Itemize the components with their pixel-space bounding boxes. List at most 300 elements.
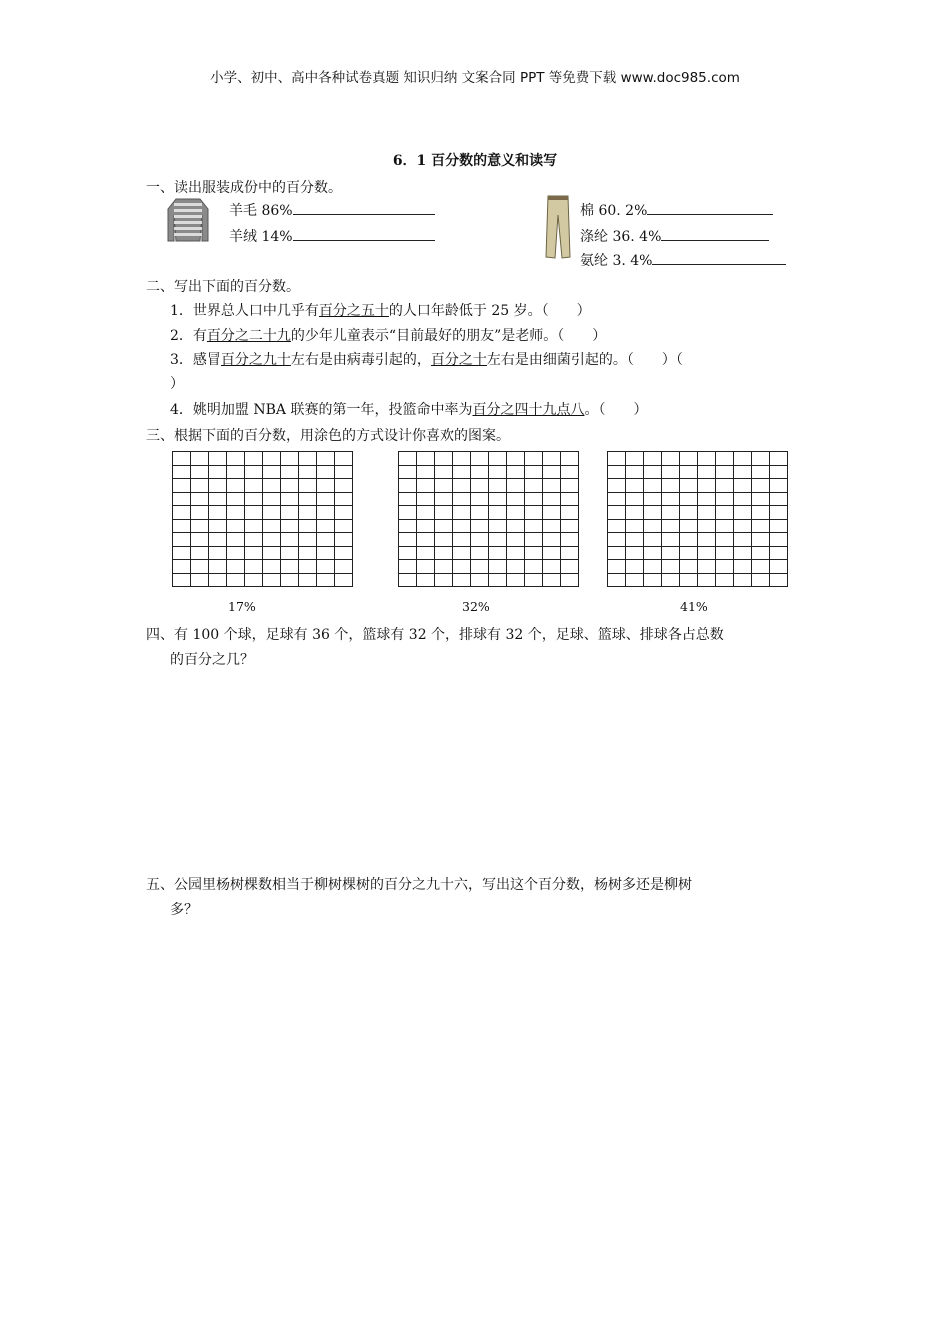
grid-cell[interactable] xyxy=(245,506,263,520)
grid-cell[interactable] xyxy=(752,493,770,507)
grid-cell[interactable] xyxy=(561,547,579,561)
grid-cell[interactable] xyxy=(209,466,227,480)
grid-cell[interactable] xyxy=(752,479,770,493)
grid-cell[interactable] xyxy=(770,574,788,588)
grid-cell[interactable] xyxy=(317,479,335,493)
grid-cell[interactable] xyxy=(662,574,680,588)
grid-cell[interactable] xyxy=(209,547,227,561)
grid-cell[interactable] xyxy=(770,493,788,507)
grid-cell[interactable] xyxy=(209,574,227,588)
grid-cell[interactable] xyxy=(698,574,716,588)
grid-cell[interactable] xyxy=(644,547,662,561)
grid-cell[interactable] xyxy=(608,560,626,574)
grid-cell[interactable] xyxy=(299,520,317,534)
grid-cell[interactable] xyxy=(435,520,453,534)
grid-cell[interactable] xyxy=(543,493,561,507)
grid-cell[interactable] xyxy=(507,533,525,547)
grid-cell[interactable] xyxy=(399,493,417,507)
grid-cell[interactable] xyxy=(626,547,644,561)
grid-cell[interactable] xyxy=(608,493,626,507)
grid-cell[interactable] xyxy=(770,466,788,480)
grid-cell[interactable] xyxy=(281,452,299,466)
grid-cell[interactable] xyxy=(245,466,263,480)
grid-cell[interactable] xyxy=(173,560,191,574)
grid-cell[interactable] xyxy=(525,574,543,588)
grid-cell[interactable] xyxy=(716,574,734,588)
grid-cell[interactable] xyxy=(680,506,698,520)
grid-cell[interactable] xyxy=(299,452,317,466)
grid-cell[interactable] xyxy=(698,452,716,466)
grid-cell[interactable] xyxy=(507,506,525,520)
grid-cell[interactable] xyxy=(471,520,489,534)
grid-cell[interactable] xyxy=(680,479,698,493)
grid-cell[interactable] xyxy=(507,452,525,466)
answer-line[interactable] xyxy=(652,252,786,265)
grid-cell[interactable] xyxy=(680,520,698,534)
grid-cell[interactable] xyxy=(173,452,191,466)
grid-cell[interactable] xyxy=(626,574,644,588)
grid-cell[interactable] xyxy=(435,479,453,493)
grid-cell[interactable] xyxy=(263,533,281,547)
answer-line[interactable] xyxy=(293,202,435,215)
grid-cell[interactable] xyxy=(399,452,417,466)
grid-cell[interactable] xyxy=(489,533,507,547)
grid-cell[interactable] xyxy=(662,479,680,493)
grid-cell[interactable] xyxy=(626,466,644,480)
grid-cell[interactable] xyxy=(698,466,716,480)
grid-cell[interactable] xyxy=(561,574,579,588)
grid-cell[interactable] xyxy=(227,466,245,480)
grid-cell[interactable] xyxy=(734,560,752,574)
grid-cell[interactable] xyxy=(752,574,770,588)
grid-cell[interactable] xyxy=(680,560,698,574)
grid-cell[interactable] xyxy=(263,506,281,520)
grid-cell[interactable] xyxy=(335,466,353,480)
grid-cell[interactable] xyxy=(173,520,191,534)
grid-cell[interactable] xyxy=(608,520,626,534)
grid-cell[interactable] xyxy=(335,547,353,561)
grid-cell[interactable] xyxy=(191,560,209,574)
grid-cell[interactable] xyxy=(752,533,770,547)
grid-cell[interactable] xyxy=(525,479,543,493)
grid-cell[interactable] xyxy=(435,452,453,466)
grid-cell[interactable] xyxy=(543,574,561,588)
grid-cell[interactable] xyxy=(662,466,680,480)
grid-cell[interactable] xyxy=(525,452,543,466)
grid-cell[interactable] xyxy=(489,574,507,588)
grid-cell[interactable] xyxy=(525,547,543,561)
grid-cell[interactable] xyxy=(245,479,263,493)
grid-cell[interactable] xyxy=(644,466,662,480)
coloring-grid-3[interactable] xyxy=(607,451,788,587)
grid-cell[interactable] xyxy=(335,493,353,507)
grid-cell[interactable] xyxy=(317,493,335,507)
grid-cell[interactable] xyxy=(399,479,417,493)
grid-cell[interactable] xyxy=(680,533,698,547)
grid-cell[interactable] xyxy=(299,560,317,574)
grid-cell[interactable] xyxy=(263,560,281,574)
grid-cell[interactable] xyxy=(716,533,734,547)
grid-cell[interactable] xyxy=(299,466,317,480)
grid-cell[interactable] xyxy=(626,506,644,520)
grid-cell[interactable] xyxy=(227,493,245,507)
grid-cell[interactable] xyxy=(399,520,417,534)
grid-cell[interactable] xyxy=(209,493,227,507)
grid-cell[interactable] xyxy=(543,506,561,520)
grid-cell[interactable] xyxy=(644,533,662,547)
grid-cell[interactable] xyxy=(227,479,245,493)
grid-cell[interactable] xyxy=(227,560,245,574)
grid-cell[interactable] xyxy=(543,533,561,547)
grid-cell[interactable] xyxy=(263,452,281,466)
grid-cell[interactable] xyxy=(435,560,453,574)
grid-cell[interactable] xyxy=(173,493,191,507)
grid-cell[interactable] xyxy=(191,479,209,493)
grid-cell[interactable] xyxy=(245,452,263,466)
grid-cell[interactable] xyxy=(453,520,471,534)
grid-cell[interactable] xyxy=(662,547,680,561)
grid-cell[interactable] xyxy=(489,452,507,466)
grid-cell[interactable] xyxy=(453,574,471,588)
grid-cell[interactable] xyxy=(608,466,626,480)
grid-cell[interactable] xyxy=(525,560,543,574)
grid-cell[interactable] xyxy=(317,506,335,520)
grid-cell[interactable] xyxy=(245,547,263,561)
grid-cell[interactable] xyxy=(716,520,734,534)
grid-cell[interactable] xyxy=(770,506,788,520)
grid-cell[interactable] xyxy=(209,506,227,520)
grid-cell[interactable] xyxy=(662,506,680,520)
grid-cell[interactable] xyxy=(752,520,770,534)
grid-cell[interactable] xyxy=(191,493,209,507)
grid-cell[interactable] xyxy=(608,506,626,520)
grid-cell[interactable] xyxy=(317,452,335,466)
grid-cell[interactable] xyxy=(453,479,471,493)
grid-cell[interactable] xyxy=(489,466,507,480)
grid-cell[interactable] xyxy=(716,452,734,466)
grid-cell[interactable] xyxy=(608,479,626,493)
grid-cell[interactable] xyxy=(263,493,281,507)
grid-cell[interactable] xyxy=(173,533,191,547)
grid-cell[interactable] xyxy=(173,574,191,588)
grid-cell[interactable] xyxy=(644,479,662,493)
grid-cell[interactable] xyxy=(525,506,543,520)
grid-cell[interactable] xyxy=(752,452,770,466)
grid-cell[interactable] xyxy=(698,506,716,520)
grid-cell[interactable] xyxy=(608,533,626,547)
grid-cell[interactable] xyxy=(680,452,698,466)
grid-cell[interactable] xyxy=(435,466,453,480)
grid-cell[interactable] xyxy=(644,520,662,534)
grid-cell[interactable] xyxy=(417,506,435,520)
grid-cell[interactable] xyxy=(399,574,417,588)
grid-cell[interactable] xyxy=(662,533,680,547)
grid-cell[interactable] xyxy=(471,466,489,480)
grid-cell[interactable] xyxy=(471,493,489,507)
grid-cell[interactable] xyxy=(734,466,752,480)
grid-cell[interactable] xyxy=(227,574,245,588)
grid-cell[interactable] xyxy=(543,479,561,493)
grid-cell[interactable] xyxy=(489,547,507,561)
grid-cell[interactable] xyxy=(626,452,644,466)
grid-cell[interactable] xyxy=(245,520,263,534)
grid-cell[interactable] xyxy=(417,574,435,588)
grid-cell[interactable] xyxy=(227,547,245,561)
grid-cell[interactable] xyxy=(770,533,788,547)
grid-cell[interactable] xyxy=(317,520,335,534)
grid-cell[interactable] xyxy=(263,479,281,493)
grid-cell[interactable] xyxy=(245,533,263,547)
grid-cell[interactable] xyxy=(561,506,579,520)
grid-cell[interactable] xyxy=(191,574,209,588)
grid-cell[interactable] xyxy=(227,533,245,547)
grid-cell[interactable] xyxy=(770,547,788,561)
grid-cell[interactable] xyxy=(317,560,335,574)
grid-cell[interactable] xyxy=(662,493,680,507)
grid-cell[interactable] xyxy=(435,547,453,561)
grid-cell[interactable] xyxy=(680,466,698,480)
grid-cell[interactable] xyxy=(471,506,489,520)
grid-cell[interactable] xyxy=(734,574,752,588)
grid-cell[interactable] xyxy=(644,506,662,520)
grid-cell[interactable] xyxy=(525,466,543,480)
grid-cell[interactable] xyxy=(525,520,543,534)
grid-cell[interactable] xyxy=(335,506,353,520)
coloring-grid-1[interactable] xyxy=(172,451,353,587)
grid-cell[interactable] xyxy=(281,560,299,574)
grid-cell[interactable] xyxy=(698,533,716,547)
grid-cell[interactable] xyxy=(453,466,471,480)
grid-cell[interactable] xyxy=(245,493,263,507)
grid-cell[interactable] xyxy=(435,574,453,588)
grid-cell[interactable] xyxy=(191,520,209,534)
grid-cell[interactable] xyxy=(608,574,626,588)
grid-cell[interactable] xyxy=(698,520,716,534)
grid-cell[interactable] xyxy=(489,479,507,493)
grid-cell[interactable] xyxy=(644,452,662,466)
grid-cell[interactable] xyxy=(608,547,626,561)
grid-cell[interactable] xyxy=(471,560,489,574)
grid-cell[interactable] xyxy=(335,452,353,466)
grid-cell[interactable] xyxy=(561,560,579,574)
grid-cell[interactable] xyxy=(561,452,579,466)
grid-cell[interactable] xyxy=(698,493,716,507)
grid-cell[interactable] xyxy=(644,493,662,507)
grid-cell[interactable] xyxy=(453,452,471,466)
grid-cell[interactable] xyxy=(561,493,579,507)
grid-cell[interactable] xyxy=(626,520,644,534)
grid-cell[interactable] xyxy=(561,479,579,493)
grid-cell[interactable] xyxy=(752,466,770,480)
grid-cell[interactable] xyxy=(680,574,698,588)
grid-cell[interactable] xyxy=(263,520,281,534)
grid-cell[interactable] xyxy=(507,479,525,493)
grid-cell[interactable] xyxy=(716,466,734,480)
grid-cell[interactable] xyxy=(453,533,471,547)
grid-cell[interactable] xyxy=(698,479,716,493)
grid-cell[interactable] xyxy=(417,452,435,466)
grid-cell[interactable] xyxy=(335,520,353,534)
grid-cell[interactable] xyxy=(662,560,680,574)
grid-cell[interactable] xyxy=(281,506,299,520)
grid-cell[interactable] xyxy=(489,520,507,534)
grid-cell[interactable] xyxy=(525,493,543,507)
grid-cell[interactable] xyxy=(417,547,435,561)
grid-cell[interactable] xyxy=(734,520,752,534)
grid-cell[interactable] xyxy=(209,520,227,534)
grid-cell[interactable] xyxy=(317,533,335,547)
grid-cell[interactable] xyxy=(471,533,489,547)
grid-cell[interactable] xyxy=(281,533,299,547)
grid-cell[interactable] xyxy=(263,547,281,561)
grid-cell[interactable] xyxy=(417,493,435,507)
grid-cell[interactable] xyxy=(417,479,435,493)
grid-cell[interactable] xyxy=(507,493,525,507)
grid-cell[interactable] xyxy=(716,560,734,574)
grid-cell[interactable] xyxy=(281,547,299,561)
grid-cell[interactable] xyxy=(335,533,353,547)
grid-cell[interactable] xyxy=(281,574,299,588)
grid-cell[interactable] xyxy=(191,452,209,466)
grid-cell[interactable] xyxy=(299,574,317,588)
grid-cell[interactable] xyxy=(734,479,752,493)
grid-cell[interactable] xyxy=(471,574,489,588)
grid-cell[interactable] xyxy=(734,452,752,466)
grid-cell[interactable] xyxy=(227,452,245,466)
grid-cell[interactable] xyxy=(191,506,209,520)
grid-cell[interactable] xyxy=(281,493,299,507)
grid-cell[interactable] xyxy=(507,574,525,588)
grid-cell[interactable] xyxy=(662,452,680,466)
grid-cell[interactable] xyxy=(299,479,317,493)
grid-cell[interactable] xyxy=(561,520,579,534)
grid-cell[interactable] xyxy=(335,574,353,588)
grid-cell[interactable] xyxy=(299,493,317,507)
grid-cell[interactable] xyxy=(644,574,662,588)
grid-cell[interactable] xyxy=(489,506,507,520)
grid-cell[interactable] xyxy=(734,506,752,520)
grid-cell[interactable] xyxy=(507,560,525,574)
grid-cell[interactable] xyxy=(716,506,734,520)
grid-cell[interactable] xyxy=(417,560,435,574)
grid-cell[interactable] xyxy=(543,560,561,574)
grid-cell[interactable] xyxy=(435,493,453,507)
grid-cell[interactable] xyxy=(471,547,489,561)
grid-cell[interactable] xyxy=(543,452,561,466)
grid-cell[interactable] xyxy=(507,466,525,480)
grid-cell[interactable] xyxy=(299,547,317,561)
grid-cell[interactable] xyxy=(752,560,770,574)
grid-cell[interactable] xyxy=(191,547,209,561)
grid-cell[interactable] xyxy=(281,520,299,534)
grid-cell[interactable] xyxy=(770,520,788,534)
grid-cell[interactable] xyxy=(489,493,507,507)
grid-cell[interactable] xyxy=(417,466,435,480)
grid-cell[interactable] xyxy=(435,533,453,547)
grid-cell[interactable] xyxy=(543,547,561,561)
grid-cell[interactable] xyxy=(173,506,191,520)
grid-cell[interactable] xyxy=(173,466,191,480)
grid-cell[interactable] xyxy=(263,574,281,588)
grid-cell[interactable] xyxy=(453,560,471,574)
grid-cell[interactable] xyxy=(626,479,644,493)
grid-cell[interactable] xyxy=(698,560,716,574)
grid-cell[interactable] xyxy=(770,452,788,466)
grid-cell[interactable] xyxy=(471,452,489,466)
grid-cell[interactable] xyxy=(209,452,227,466)
grid-cell[interactable] xyxy=(770,560,788,574)
grid-cell[interactable] xyxy=(507,520,525,534)
grid-cell[interactable] xyxy=(191,466,209,480)
grid-cell[interactable] xyxy=(245,574,263,588)
grid-cell[interactable] xyxy=(561,466,579,480)
grid-cell[interactable] xyxy=(626,560,644,574)
grid-cell[interactable] xyxy=(209,479,227,493)
grid-cell[interactable] xyxy=(680,547,698,561)
grid-cell[interactable] xyxy=(471,479,489,493)
answer-line[interactable] xyxy=(661,228,769,241)
grid-cell[interactable] xyxy=(543,520,561,534)
grid-cell[interactable] xyxy=(299,533,317,547)
grid-cell[interactable] xyxy=(752,547,770,561)
grid-cell[interactable] xyxy=(770,479,788,493)
grid-cell[interactable] xyxy=(662,520,680,534)
grid-cell[interactable] xyxy=(608,452,626,466)
grid-cell[interactable] xyxy=(698,547,716,561)
grid-cell[interactable] xyxy=(435,506,453,520)
grid-cell[interactable] xyxy=(644,560,662,574)
grid-cell[interactable] xyxy=(453,547,471,561)
grid-cell[interactable] xyxy=(281,466,299,480)
grid-cell[interactable] xyxy=(626,533,644,547)
grid-cell[interactable] xyxy=(191,533,209,547)
grid-cell[interactable] xyxy=(626,493,644,507)
grid-cell[interactable] xyxy=(489,560,507,574)
grid-cell[interactable] xyxy=(335,560,353,574)
grid-cell[interactable] xyxy=(417,520,435,534)
coloring-grid-2[interactable] xyxy=(398,451,579,587)
grid-cell[interactable] xyxy=(299,506,317,520)
grid-cell[interactable] xyxy=(525,533,543,547)
grid-cell[interactable] xyxy=(417,533,435,547)
grid-cell[interactable] xyxy=(317,574,335,588)
grid-cell[interactable] xyxy=(335,479,353,493)
grid-cell[interactable] xyxy=(399,533,417,547)
grid-cell[interactable] xyxy=(173,479,191,493)
grid-cell[interactable] xyxy=(245,560,263,574)
grid-cell[interactable] xyxy=(173,547,191,561)
grid-cell[interactable] xyxy=(507,547,525,561)
grid-cell[interactable] xyxy=(399,506,417,520)
grid-cell[interactable] xyxy=(317,466,335,480)
grid-cell[interactable] xyxy=(227,520,245,534)
grid-cell[interactable] xyxy=(716,547,734,561)
grid-cell[interactable] xyxy=(734,493,752,507)
grid-cell[interactable] xyxy=(734,547,752,561)
grid-cell[interactable] xyxy=(209,560,227,574)
grid-cell[interactable] xyxy=(543,466,561,480)
grid-cell[interactable] xyxy=(752,506,770,520)
grid-cell[interactable] xyxy=(399,466,417,480)
grid-cell[interactable] xyxy=(399,547,417,561)
grid-cell[interactable] xyxy=(680,493,698,507)
answer-line[interactable] xyxy=(293,228,435,241)
grid-cell[interactable] xyxy=(317,547,335,561)
answer-line[interactable] xyxy=(647,202,773,215)
grid-cell[interactable] xyxy=(716,479,734,493)
grid-cell[interactable] xyxy=(281,479,299,493)
grid-cell[interactable] xyxy=(453,506,471,520)
